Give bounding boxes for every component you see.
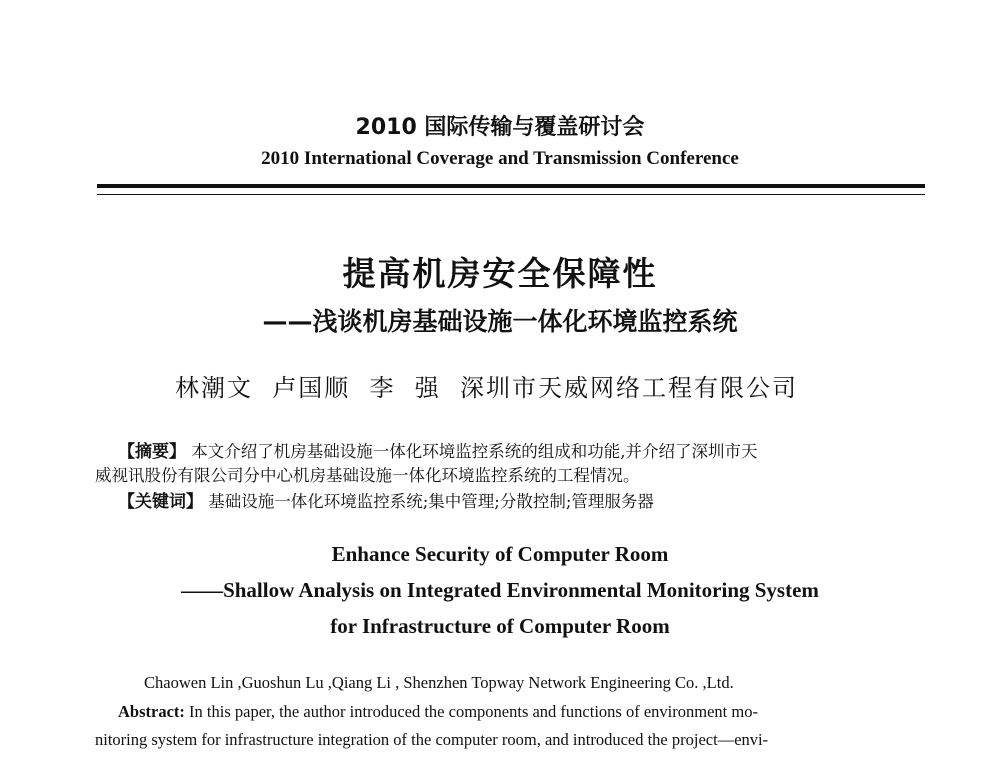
authors-cn: 林潮文 卢国顺 李 强 深圳市天威网络工程有限公司 — [175, 374, 799, 402]
abstract-en-line2: nitoring system for infrastructure integration of the computer room, and introduced the project—envi- — [95, 730, 769, 749]
abstract-en-line1 — [118, 702, 758, 722]
abstract-cn-line2: 威视讯股份有限公司分中心机房基础设施一体化环境监控系统的工程情况。 — [95, 466, 640, 485]
conference-title-cn: 2010 国际传输与覆盖研讨会 — [355, 115, 645, 140]
paper-subtitle-cn: ——浅谈机房基础设施一体化环境监控系统 — [262, 307, 738, 336]
abstract-en-text: In this paper, the author introduced the components and functions of environment mo- — [189, 702, 758, 721]
paper-title-cn: 提高机房安全保障性 — [342, 254, 658, 293]
conference-title-en: 2010 International Coverage and Transmission Conference — [261, 148, 739, 169]
keywords-cn — [118, 487, 654, 512]
paper-subtitle-en-line2: for Infrastructure of Computer Room — [330, 614, 670, 638]
abstract-cn-text: 本文介绍了机房基础设施一体化环境监控系统的组成和功能,并介绍了深圳市天 — [191, 442, 758, 461]
header-rule-thick — [97, 184, 925, 188]
authors-en: Chaowen Lin ,Guoshun Lu ,Qiang Li , Shenzhen Topway Network Engineering Co. ,Ltd. — [144, 673, 734, 692]
abstract-en-label: Abstract: — [118, 702, 185, 721]
keywords-cn-text: 基础设施一体化环境监控系统;集中管理;分散控制;管理服务器 — [208, 492, 654, 511]
abstract-cn-line1 — [118, 437, 758, 462]
header-rule-thin — [97, 194, 925, 195]
paper-title-en: Enhance Security of Computer Room — [331, 542, 669, 566]
keywords-cn-label: 【关键词】 — [118, 492, 203, 512]
abstract-cn-label: 【摘要】 — [118, 442, 186, 462]
paper-subtitle-en-line1: ——Shallow Analysis on Integrated Environmental Monitoring System — [181, 578, 819, 602]
